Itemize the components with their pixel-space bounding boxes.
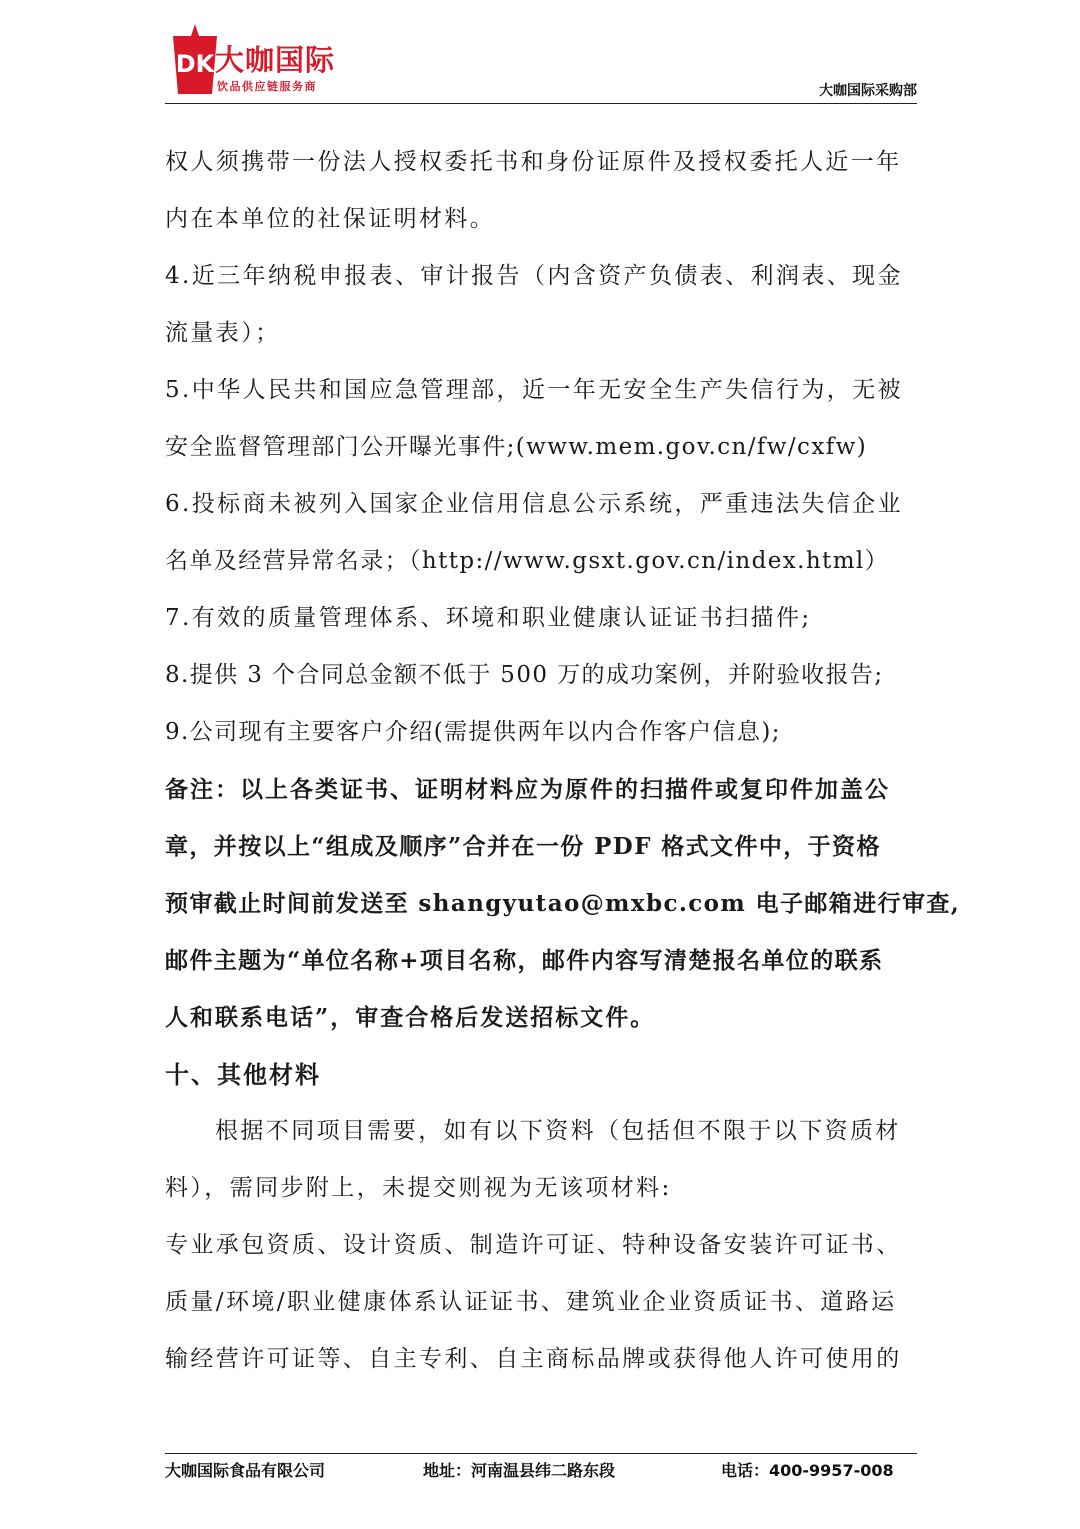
body-line: 安全监督管理部门公开曝光事件;(www.mem.gov.cn/fw/cxfw): [165, 434, 868, 460]
body-line: 7.有效的质量管理体系、环境和职业健康认证证书扫描件;: [165, 605, 812, 631]
body-line: 9.公司现有主要客户介绍(需提供两年以内合作客户信息);: [165, 719, 781, 745]
note-line: 预审截止时间前发送至 shangyutao@mxbc.com 电子邮箱进行审查,: [165, 890, 961, 917]
body-line: 5.中华人民共和国应急管理部，近一年无安全生产失信行为，无被: [165, 377, 903, 403]
body-line: 4.近三年纳税申报表、审计报告（内含资产负债表、利润表、现金: [165, 263, 903, 289]
body-line: 根据不同项目需要，如有以下资料（包括但不限于以下资质材: [215, 1118, 901, 1144]
department-label: 大咖国际采购部: [819, 83, 917, 99]
note-line: 人和联系电话”，审查合格后发送招标文件。: [165, 1004, 656, 1031]
body-line: 内在本单位的社保证明材料。: [165, 206, 496, 232]
note-line: 章，并按以上“组成及顺序”合并在一份 PDF 格式文件中，于资格: [165, 833, 881, 860]
section-heading: 十、其他材料: [165, 1060, 321, 1089]
note-line: 邮件主题为“单位名称+项目名称，邮件内容写清楚报名单位的联系: [165, 947, 884, 974]
body-line: 名单及经营异常名录；（http://www.gsxt.gov.cn/index.html）: [165, 548, 890, 574]
page-footer: [165, 1458, 917, 1482]
body-line: 6.投标商未被列入国家企业信用信息公示系统，严重违法失信企业: [165, 491, 903, 517]
body-line: 质量/环境/职业健康体系认证证书、建筑业企业资质证书、道路运: [165, 1289, 897, 1315]
body-line: 专业承包资质、设计资质、制造许可证、特种设备安装许可证书、: [165, 1232, 902, 1258]
note-line: 备注：以上各类证书、证明材料应为原件的扫描件或复印件加盖公: [165, 776, 890, 803]
logo-mark: DK: [175, 50, 215, 78]
body-line: 8.提供 3 个合同总金额不低于 500 万的成功案例，并附验收报告;: [165, 662, 884, 688]
body-line: 流量表）；: [165, 320, 281, 346]
body-line: 料），需同步附上，未提交则视为无该项材料:: [165, 1175, 672, 1201]
footer-company: 大咖国际食品有限公司: [165, 1461, 326, 1480]
footer-address: 地址：河南温县纬二路东段: [423, 1461, 616, 1480]
header-divider: [165, 103, 917, 104]
body-line: 输经营许可证等、自主专利、自主商标品牌或获得他人许可使用的: [165, 1346, 902, 1372]
footer-divider: [165, 1453, 917, 1454]
document-body: [165, 134, 961, 1388]
brand-name: 大咖国际: [215, 43, 336, 77]
body-line: 权人须携带一份法人授权委托书和身份证原件及授权委托人近一年: [165, 149, 902, 175]
footer-phone: 电话：400-9957-008: [721, 1461, 894, 1480]
page-header: [165, 22, 917, 104]
brand-tagline: 饮品供应链服务商: [217, 80, 317, 93]
